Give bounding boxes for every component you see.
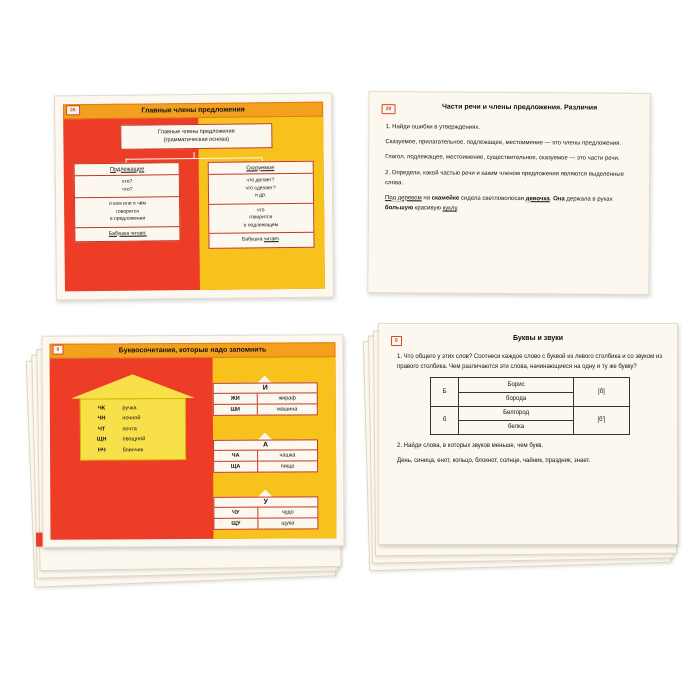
card1-top-line1: Главные члены предложения [157,128,235,136]
arrow-i [257,376,271,383]
table-sound: [б'] [574,406,630,434]
card2-number: 28 [382,104,396,114]
minitable-word: щука [281,520,295,527]
minitable-word: чашка [279,452,296,459]
house-roof [71,374,195,399]
card3-number: 8 [52,345,63,355]
card-letter-combinations[interactable] [41,334,344,548]
table-row [431,406,630,420]
table-letter: б [431,406,459,434]
house-row [81,434,185,445]
card4-title: Буквы и звуки [512,335,564,342]
card1-right-row-3: Бабушка читает. [242,236,281,243]
card-stack-letters-sounds[interactable] [362,315,682,590]
card3-header-bar [49,342,335,358]
minitable-comb: ЩУ [214,519,258,529]
minitable-comb: ШИ [214,405,258,415]
card1-left-row-1: кто? что? [75,175,179,198]
card2-task2: 2. Определи, какой частью речи и каким членом предложения являются выделенные слова. [385,169,624,187]
card2-body [385,122,638,220]
house-comb: НЧ [97,447,106,454]
table-word: борода [459,392,574,406]
house-comb: ЩН [96,436,107,443]
house-word: ручка [122,405,137,412]
minitable-row [214,461,317,472]
house-word: овощной [122,436,146,443]
minitable-word: жираф [278,395,296,402]
table-sound: [б] [574,378,630,406]
card4-number: 6 [391,336,402,346]
minitable-a [213,439,318,473]
minitable-comb: ЧУ [214,508,258,518]
card4-task2-text: День, синица, енот, кольцо, блокнот, солнце, чайник, праздник, знает. [397,458,591,465]
house-comb: ЧК [97,405,106,412]
card1-left-row-2: о ком или о чём говорится в предложении [75,197,179,228]
card1-top-line2: (грамматическая основа) [163,137,230,144]
house-word: ночной [122,415,141,422]
card4-body [397,352,663,467]
letters-sounds-table [430,377,630,435]
card4-task1-text: 1. Что общего у этих слов? Соотнеси каждое слово с буквой из левого столбика и со звуком из правого столбика. Чем различаются эти слова, начинающиеся на одну и ту же букву? [397,354,663,371]
table-letter: Б [431,378,459,406]
card3-body [50,357,337,539]
card2-task2-text: Под деревом на скамейке сидела светловолосая девочка. Она держала в руках большую красивую куклу. [384,194,613,212]
minitable-word: машина [277,406,298,413]
minitable-row [214,450,317,462]
card1-number: 26 [66,105,80,115]
card-stack-letter-combinations[interactable] [28,325,348,590]
card1-top-box [120,123,272,149]
minitable-u [213,496,318,530]
card3-title: Буквосочетания, которые надо запомнить [118,346,267,355]
card-main-members[interactable] [54,93,334,301]
house-body [80,398,186,461]
minitable-row [214,507,317,519]
house-comb: ЧН [97,415,106,422]
minitable-i-header: И [214,383,317,394]
card-parts-of-speech[interactable] [367,91,650,295]
card1-right-row-2: что говорится о подлежащем [209,203,313,234]
card1-right-row-1: что делает? что сделает? и др. [208,174,312,205]
card2-title: Части речи и члены предложения. Различия [441,103,598,112]
minitable-word: пища [280,463,295,470]
card4-task2: 2. Найди слова, в которых звуков меньше, чем букв. [397,443,544,450]
card-letters-sounds[interactable] [378,323,678,545]
card2-task1: 1. Найди ошибки в утверждениях. [385,124,481,131]
table-word: Белгород [459,406,574,420]
card2-task1-text1: Сказуемое, прилагательное, подлежащее, местоимение — это члены предложения. [385,138,622,147]
arrow-u [258,490,272,497]
minitable-row [214,393,317,405]
minitable-i [213,382,318,416]
card1-title: Главные члены предложения [141,106,245,115]
minitable-u-header: У [214,497,317,508]
card1-left-column [74,162,181,242]
card4-task1 [397,352,663,372]
card1-body [63,117,325,292]
house-row [81,403,185,414]
minitable-row [214,404,317,415]
card1-left-heading: Подлежащее [75,163,179,176]
house-row [81,424,185,435]
house-comb: ЧТ [98,426,106,433]
arrow-a [257,433,271,440]
table-word: белка [459,420,574,434]
table-word: Борис [459,378,574,392]
house-word: почта [122,426,137,433]
table-row [431,378,630,392]
minitable-row [214,518,317,529]
house-word: блинчик [122,447,144,454]
minitable-comb: ЧА [214,451,258,461]
house-row [81,445,185,456]
card1-right-heading: Сказуемое [208,162,312,175]
card2-task1-text2: Глагол, подлежащее, местоимение, существительное, сказуемое — это части речи. [385,154,620,162]
minitable-comb: ЩА [214,462,258,472]
card1-right-column [207,161,314,249]
house-diagram [70,374,196,461]
minitable-word: чудо [281,509,294,516]
minitable-a-header: А [214,440,317,451]
house-row [81,413,185,424]
minitable-comb: ЖИ [214,394,258,404]
card1-left-row-3: Бабушка читает. [108,229,147,237]
